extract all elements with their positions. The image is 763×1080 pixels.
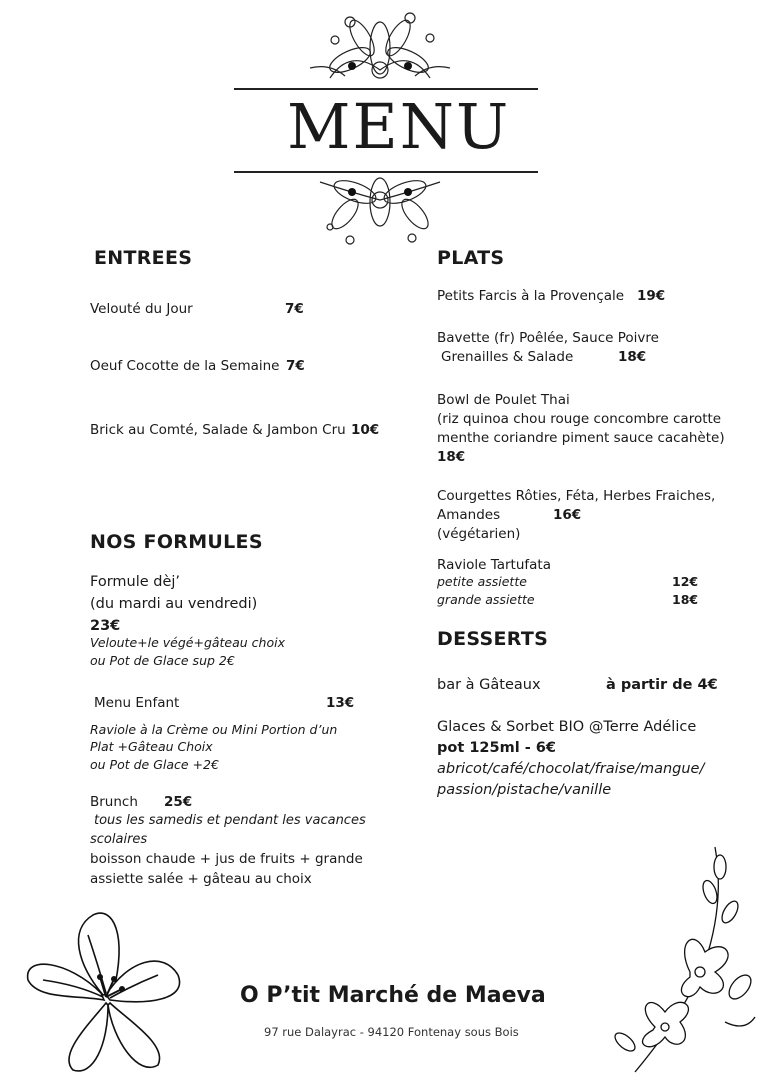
raviole-small-label: petite assiette bbox=[437, 574, 527, 589]
plat-price: 18€ bbox=[618, 349, 647, 365]
dessert-name: bar à Gâteaux bbox=[437, 677, 541, 693]
raviole-large-label: grande assiette bbox=[437, 592, 535, 607]
formule-dej-days: (du mardi au vendredi) bbox=[90, 596, 258, 612]
menu-enfant-desc: ou Pot de Glace +2€ bbox=[90, 757, 219, 772]
brunch-when: scolaires bbox=[90, 832, 148, 847]
entrees-heading: ENTREES bbox=[94, 247, 193, 269]
restaurant-name: O P’tit Marché de Maeva bbox=[240, 983, 546, 1008]
entree-name: Oeuf Cocotte de la Semaine bbox=[90, 358, 280, 374]
floral-header-bottom-icon bbox=[300, 172, 460, 247]
plat-name: Amandes bbox=[437, 507, 501, 523]
entree-price: 7€ bbox=[286, 358, 305, 374]
plat-price: 16€ bbox=[553, 507, 582, 523]
brunch-desc: assiette salée + gâteau au choix bbox=[90, 871, 312, 887]
formule-dej-price: 23€ bbox=[90, 618, 121, 634]
menu-enfant-desc: Raviole à la Crème ou Mini Portion d’un bbox=[90, 722, 338, 737]
menu-enfant-desc: Plat +Gâteau Choix bbox=[90, 739, 213, 754]
brunch-desc: boisson chaude + jus de fruits + grande bbox=[90, 851, 363, 867]
page-title: MENU bbox=[287, 90, 511, 163]
plat-name: Bowl de Poulet Thai bbox=[437, 392, 570, 408]
entree-name: Brick au Comté, Salade & Jambon Cru bbox=[90, 422, 346, 438]
plat-price: 19€ bbox=[637, 288, 666, 304]
restaurant-address: 97 rue Dalayrac - 94120 Fontenay sous Bois bbox=[264, 1025, 519, 1039]
dessert-price: à partir de 4€ bbox=[606, 677, 718, 693]
flower-bottom-left-icon bbox=[18, 905, 193, 1075]
flower-bottom-right-icon bbox=[595, 842, 763, 1080]
menu-enfant-price: 13€ bbox=[326, 695, 355, 711]
raviole-large-price: 18€ bbox=[672, 592, 699, 607]
plat-price: 18€ bbox=[437, 449, 466, 465]
plat-name: Petits Farcis à la Provençale bbox=[437, 288, 625, 304]
dessert-pot: pot 125ml - 6€ bbox=[437, 740, 556, 756]
menu-enfant-name: Menu Enfant bbox=[94, 695, 180, 711]
brunch-name: Brunch bbox=[90, 794, 138, 810]
dessert-name: Glaces & Sorbet BIO @Terre Adélice bbox=[437, 719, 697, 735]
dessert-flavors: passion/pistache/vanille bbox=[437, 782, 612, 798]
entree-price: 10€ bbox=[351, 422, 380, 438]
plat-name: Courgettes Rôties, Féta, Herbes Fraiches, bbox=[437, 488, 716, 504]
desserts-heading: DESSERTS bbox=[437, 628, 549, 650]
plat-desc: menthe coriandre piment sauce cacahète) bbox=[437, 430, 725, 446]
formule-dej-desc: Veloute+le végé+gâteau choix bbox=[90, 635, 285, 650]
entree-price: 7€ bbox=[285, 301, 304, 317]
plat-desc: (végétarien) bbox=[437, 526, 521, 542]
plat-desc: (riz quinoa chou rouge concombre carotte bbox=[437, 411, 722, 427]
formule-dej-name: Formule dèj’ bbox=[90, 574, 181, 590]
entree-name: Velouté du Jour bbox=[90, 301, 193, 317]
raviole-small-price: 12€ bbox=[672, 574, 699, 589]
plat-name: Bavette (fr) Poêlée, Sauce Poivre bbox=[437, 330, 659, 346]
plat-name: Grenailles & Salade bbox=[441, 349, 574, 365]
formules-heading: NOS FORMULES bbox=[90, 531, 263, 553]
plat-name: Raviole Tartufata bbox=[437, 557, 551, 573]
formule-dej-desc: ou Pot de Glace sup 2€ bbox=[90, 653, 235, 668]
brunch-price: 25€ bbox=[164, 794, 193, 810]
brunch-when: tous les samedis et pendant les vacances bbox=[94, 813, 366, 828]
plats-heading: PLATS bbox=[437, 247, 505, 269]
floral-top-icon bbox=[290, 8, 470, 83]
dessert-flavors: abricot/café/chocolat/fraise/mangue/ bbox=[437, 761, 705, 777]
